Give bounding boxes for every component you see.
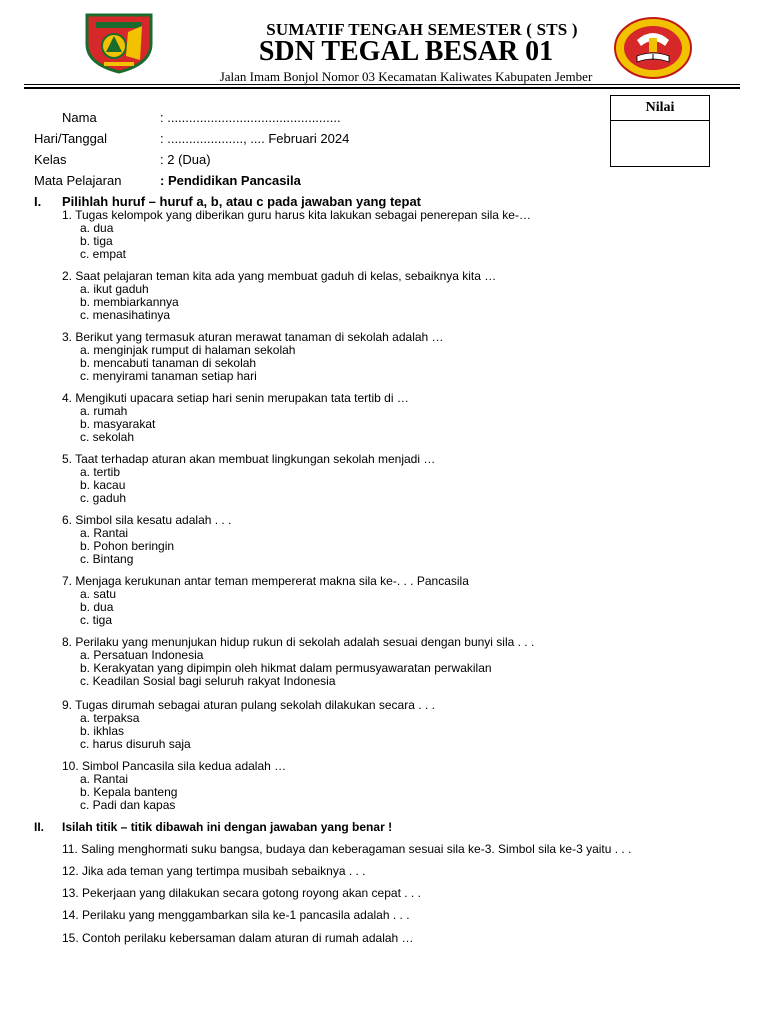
option-a: a. menginjak rumput di halaman sekolah — [80, 343, 296, 357]
fill-item-15: 15. Contoh perilaku kebersaman dalam aturan di rumah adalah … — [62, 931, 414, 945]
option-a: a. ikut gaduh — [80, 282, 149, 296]
info-label: Hari/Tanggal — [34, 131, 107, 146]
info-label: Kelas — [34, 152, 67, 167]
option-b: b. ikhlas — [80, 724, 125, 738]
school-address: Jalan Imam Bonjol Nomor 03 Kecamatan Kaliwates Kabupaten Jember — [219, 69, 593, 84]
question-9 — [62, 699, 435, 751]
option-c: c. Padi dan kapas — [80, 798, 176, 812]
question-8 — [62, 636, 534, 688]
exam-title: SUMATIF TENGAH SEMESTER ( STS ) — [266, 20, 578, 39]
section-number: II. — [34, 820, 45, 834]
section-2-heading — [34, 820, 392, 834]
header-rule-thick — [24, 87, 740, 89]
fill-item-14: 14. Perilaku yang menggambarkan sila ke-1 pancasila adalah . . . — [62, 908, 410, 922]
question-text: 3. Berikut yang termasuk aturan merawat tanaman di sekolah adalah … — [62, 330, 444, 344]
section-number: I. — [34, 194, 42, 209]
option-a: a. terpaksa — [80, 711, 140, 725]
question-text: 4. Mengikuti upacara setiap hari senin merupakan tata tertib di … — [62, 391, 409, 405]
question-text: 2. Saat pelajaran teman kita ada yang membuat gaduh di kelas, sebaiknya kita … — [62, 269, 497, 283]
info-value: : Pendidikan Pancasila — [160, 173, 301, 188]
question-text: 5. Taat terhadap aturan akan membuat lingkungan sekolah menjadi … — [62, 452, 436, 466]
question-text: 6. Simbol sila kesatu adalah . . . — [62, 513, 232, 527]
option-c: c. menyirami tanaman setiap hari — [80, 369, 257, 383]
option-b: b. Kerakyatan yang dipimpin oleh hikmat dalam permusyawaratan perwakilan — [80, 661, 492, 675]
question-7 — [62, 575, 469, 627]
fill-item-12: 12. Jika ada teman yang tertimpa musibah sebaiknya . . . — [62, 864, 366, 878]
option-b: b. membiarkannya — [80, 295, 179, 309]
question-text: 9. Tugas dirumah sebagai aturan pulang sekolah dilakukan secara . . . — [62, 698, 435, 712]
fill-item-11: 11. Saling menghormati suku bangsa, budaya dan keberagaman sesuai sila ke-3. Simbol sila ke-3 yaitu . . . — [62, 842, 632, 856]
info-label: Mata Pelajaran — [34, 173, 122, 188]
question-text: 1. Tugas kelompok yang diberikan guru harus kita lakukan sebagai penerepan sila ke-… — [62, 208, 531, 222]
section-title: Isilah titik – titik dibawah ini dengan jawaban yang benar ! — [62, 820, 393, 834]
option-b: b. Pohon beringin — [80, 539, 175, 553]
header-rule-thin — [24, 84, 740, 85]
question-text: 7. Menjaga kerukunan antar teman mempererat makna sila ke-. . . Pancasila — [62, 574, 469, 588]
question-2 — [62, 270, 496, 322]
option-c: c. menasihatinya — [80, 308, 171, 322]
question-text: 8. Perilaku yang menunjukan hidup rukun di sekolah adalah sesuai dengan bunyi sila . . . — [62, 635, 535, 649]
info-value: : 2 (Dua) — [160, 152, 211, 167]
fill-item-13: 13. Pekerjaan yang dilakukan secara gotong royong akan cepat . . . — [62, 886, 421, 900]
option-c: c. gaduh — [80, 491, 127, 505]
info-value: : ................................................ — [160, 110, 341, 125]
option-c: c. harus disuruh saja — [80, 737, 191, 751]
info-value: : ....................., .... Februari 2024 — [160, 131, 350, 146]
option-b: b. kacau — [80, 478, 126, 492]
score-box — [610, 95, 710, 167]
section-1-heading — [34, 194, 421, 209]
option-b: b. dua — [80, 600, 114, 614]
option-b: b. masyarakat — [80, 417, 156, 431]
question-text: 10. Simbol Pancasila sila kedua adalah … — [62, 759, 287, 773]
option-c: c. Keadilan Sosial bagi seluruh rakyat Indonesia — [80, 674, 336, 688]
option-b: b. tiga — [80, 234, 113, 248]
option-a: a. rumah — [80, 404, 128, 418]
question-4 — [62, 392, 409, 444]
question-1 — [62, 209, 531, 261]
option-a: a. Rantai — [80, 526, 129, 540]
school-name: SDN TEGAL BESAR 01 — [258, 36, 554, 67]
question-3 — [62, 331, 444, 383]
option-b: b. Kepala banteng — [80, 785, 178, 799]
section-title: Pilihlah huruf – huruf a, b, atau c pada jawaban yang tepat — [62, 194, 422, 209]
score-label: Nilai — [611, 96, 709, 121]
option-c: c. sekolah — [80, 430, 135, 444]
option-a: a. satu — [80, 587, 117, 601]
option-c: c. empat — [80, 247, 127, 261]
info-label: Nama — [62, 110, 97, 125]
question-10 — [62, 760, 286, 812]
option-a: a. tertib — [80, 465, 121, 479]
question-5 — [62, 453, 435, 505]
option-a: a. dua — [80, 221, 114, 235]
option-a: a. Persatuan Indonesia — [80, 648, 204, 662]
option-c: c. tiga — [80, 613, 113, 627]
option-a: a. Rantai — [80, 772, 129, 786]
question-6 — [62, 514, 231, 566]
option-c: c. Bintang — [80, 552, 134, 566]
option-b: b. mencabuti tanaman di sekolah — [80, 356, 257, 370]
